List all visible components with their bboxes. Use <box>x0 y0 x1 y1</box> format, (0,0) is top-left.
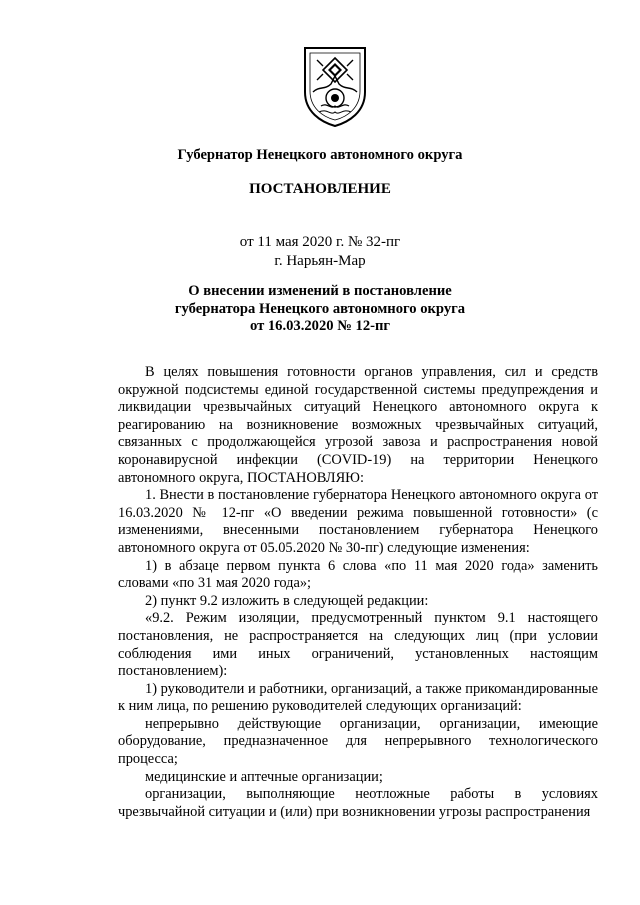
subitem-2-paragraph: 2) пункт 9.2 изложить в следующей редакции: <box>145 592 429 609</box>
organization-type-continuous: непрерывно действующие организации, организации, имеющие оборудование, предназначенное для непрерывного технологического процесса; <box>118 715 598 768</box>
document-subject <box>0 283 640 336</box>
quoted-subitem-1-paragraph: 1) руководители и работники, организаций, а также прикомандированные к ним лица, по решению руководителей следующих организаций: <box>118 680 598 715</box>
subitem-1-paragraph: 1) в абзаце первом пункта 6 слова «по 11 мая 2020 года» заменить словами «по 31 мая 2020 года»; <box>118 557 598 592</box>
quoted-9-2-paragraph: «9.2. Режим изоляции, предусмотренный пунктом 9.1 настоящего постановления, не распространяется на следующих лиц (при условии соблюдения ими иных ограничений, установленных настоящим постановлением): <box>118 610 598 680</box>
governor-title: Губернатор Ненецкого автономного округа <box>177 147 463 163</box>
subject-line-2: губернатора Ненецкого автономного округа <box>174 300 466 317</box>
subject-line-1: О внесении изменений в постановление <box>188 283 452 299</box>
document-type: ПОСТАНОВЛЕНИЕ <box>249 181 391 197</box>
item-1-paragraph: 1. Внести в постановление губернатора Ненецкого автономного округа от 16.03.2020 № 12-пг «О введении режима повышенной готовности» (с изменениями, внесенными постановлением губернатора Ненецкого автономного округа от 05.05.2020 № 30-пг) следующие изменения: <box>118 487 598 556</box>
coat-of-arms-icon <box>301 46 369 128</box>
organization-type-emergency: организации, выполняющие неотложные работы в условиях чрезвычайной ситуации и (или) при возникновении угрозы распространения <box>118 786 598 820</box>
document-body <box>118 364 598 821</box>
organization-type-medical: медицинские и аптечные организации; <box>145 768 383 785</box>
subject-line-3: от 16.03.2020 № 12-пг <box>249 318 391 334</box>
document-city: г. Нарьян-Мар <box>274 253 366 269</box>
document-date-number: от 11 мая 2020 г. № 32-пг <box>239 234 401 250</box>
preamble-paragraph: В целях повышения готовности органов управления, сил и средств окружной подсистемы единой государственной системы предупреждения и ликвидации чрезвычайных ситуаций Ненецкого автономного округа к реагированию на возникновение возможных чрезвычайных ситуаций, связанных с продолжающейся угрозой завоза и распространения новой коронавирусной инфекции (COVID-19) на территории Ненецкого автономного округа, ПОСТАНОВЛЯЮ: <box>118 364 598 486</box>
